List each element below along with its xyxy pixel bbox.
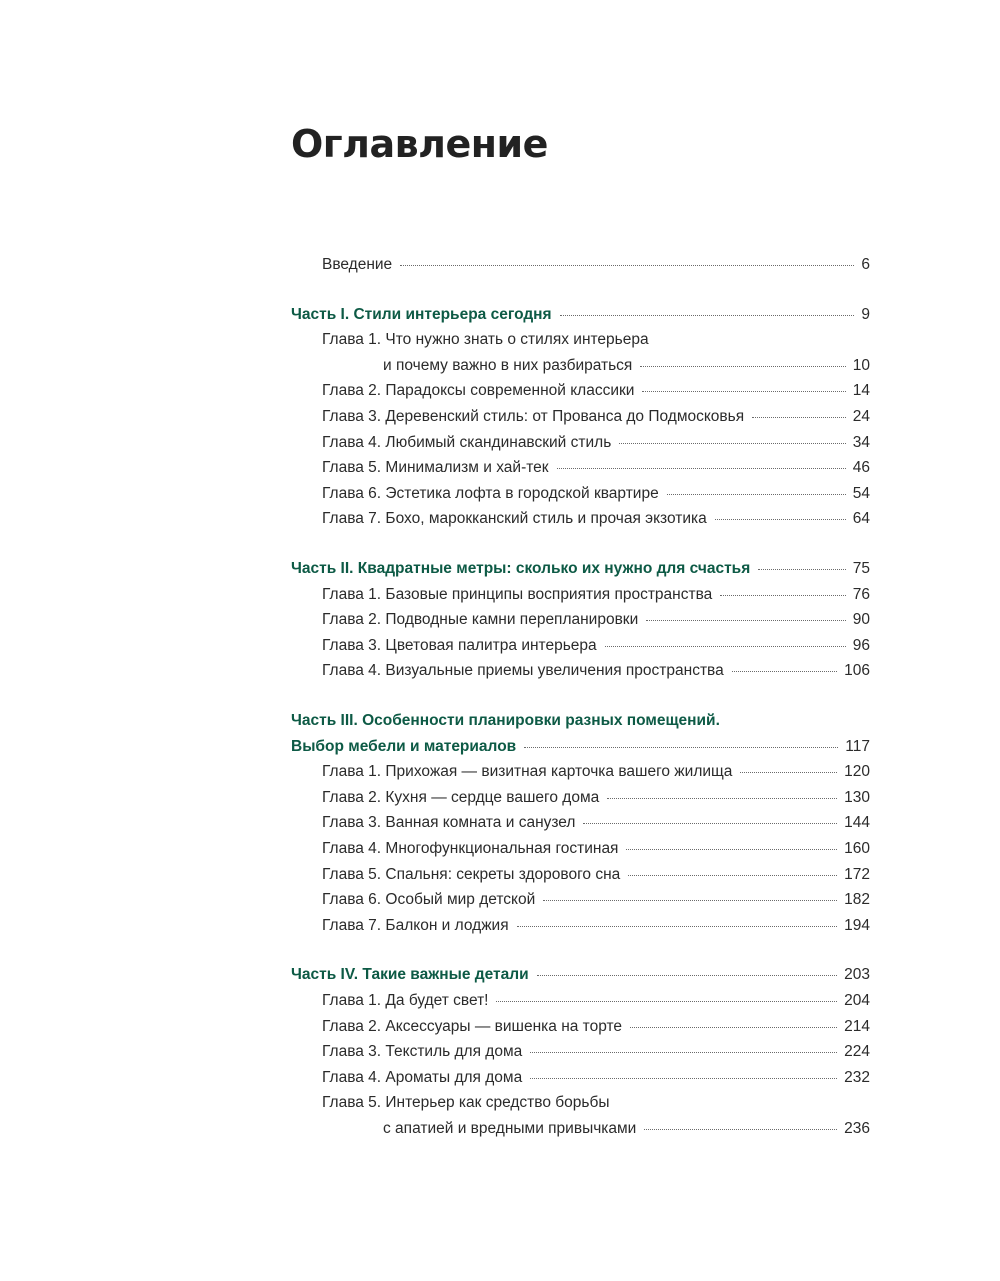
toc-entry-label: Глава 7. Бохо, марокканский стиль и прочая экзотика — [322, 510, 707, 528]
toc-chapter[interactable] — [322, 887, 870, 913]
toc-entry-label: Глава 6. Особый мир детской — [322, 891, 536, 909]
toc-chapter[interactable] — [322, 430, 870, 456]
page-number: 204 — [844, 992, 870, 1009]
page-number: 117 — [845, 737, 870, 755]
dot-leader — [496, 1001, 837, 1002]
dot-leader — [557, 468, 846, 469]
dot-leader — [720, 595, 845, 596]
toc-chapter[interactable] — [322, 1090, 922, 1116]
page-number: 75 — [852, 560, 870, 577]
dot-leader — [530, 1052, 837, 1053]
toc-entry-label: Глава 4. Ароматы для дома — [322, 1068, 523, 1086]
dot-leader — [607, 798, 837, 799]
toc-entry-label: Часть I. Стили интерьера сегодня — [291, 305, 552, 323]
toc-chapter[interactable] — [322, 378, 870, 404]
toc-entry-label: Глава 6. Эстетика лофта в городской квартире — [322, 484, 659, 502]
page-number: 160 — [844, 840, 870, 857]
page-title: Оглавление — [291, 122, 548, 166]
page-number: 24 — [852, 408, 870, 425]
toc-entry-label: и почему важно в них разбираться — [383, 356, 633, 374]
toc-part-heading[interactable] — [291, 734, 870, 760]
page-number: 34 — [852, 433, 870, 451]
toc-entry-label: Глава 3. Цветовая палитра интерьера — [322, 636, 597, 654]
toc-entry-label: Выбор мебели и материалов — [291, 737, 517, 755]
page-number: 10 — [852, 356, 870, 374]
toc-chapter[interactable] — [322, 810, 870, 836]
toc-chapter[interactable] — [322, 404, 870, 430]
toc-chapter[interactable] — [322, 862, 870, 888]
toc-chapter[interactable] — [322, 607, 870, 633]
dot-leader — [517, 926, 838, 927]
page-number: 182 — [844, 891, 870, 909]
toc-chapter[interactable] — [322, 506, 870, 532]
dot-leader — [758, 569, 846, 570]
toc-entry-label: Глава 5. Минимализм и хай-тек — [322, 459, 549, 477]
page-number: 224 — [844, 1043, 870, 1061]
page-number: 14 — [852, 382, 870, 400]
page-number: 64 — [852, 510, 870, 528]
page-number: 194 — [844, 916, 870, 934]
dot-leader — [537, 975, 838, 976]
page-number: 9 — [861, 305, 870, 323]
page-number: 203 — [844, 966, 870, 984]
toc-chapter[interactable] — [383, 353, 870, 379]
toc-chapter[interactable] — [322, 481, 870, 507]
page-number: 130 — [844, 788, 870, 806]
toc-chapter[interactable] — [322, 1065, 870, 1091]
toc-part-heading[interactable] — [291, 708, 891, 734]
toc-chapter[interactable] — [322, 785, 870, 811]
dot-leader — [400, 265, 854, 266]
page-number: 172 — [844, 865, 870, 883]
toc-part-heading[interactable] — [291, 556, 870, 582]
page-number: 76 — [852, 585, 870, 603]
toc-entry-label: Введение — [322, 256, 393, 273]
toc-entry-label: Глава 2. Парадоксы современной классики — [322, 382, 635, 400]
page-number: 90 — [852, 611, 870, 629]
toc-entry-label: Часть IV. Такие важные детали — [291, 966, 529, 984]
dot-leader — [583, 823, 837, 824]
toc-entry-label: Глава 4. Визуальные приемы увеличения пространства — [322, 662, 724, 680]
toc-entry-label: Глава 7. Балкон и лоджия — [322, 916, 509, 934]
dot-leader — [530, 1078, 837, 1079]
page-number: 236 — [844, 1120, 870, 1137]
toc-chapter[interactable] — [322, 988, 870, 1014]
dot-leader — [646, 620, 845, 621]
dot-leader — [667, 494, 846, 495]
dot-leader — [560, 315, 855, 316]
toc-entry-label: Глава 2. Аксессуары — вишенка на торте — [322, 1017, 623, 1035]
toc-part-heading[interactable] — [291, 962, 870, 988]
dot-leader — [715, 519, 846, 520]
page-number: 96 — [852, 636, 870, 654]
toc-entry-label: Глава 5. Интерьер как средство борьбы — [322, 1094, 610, 1112]
toc-chapter[interactable] — [383, 1116, 870, 1142]
toc-entry-label: Глава 1. Что нужно знать о стилях интерьера — [322, 331, 649, 349]
page-number: 6 — [861, 256, 870, 273]
toc-entry-label: Глава 4. Любимый скандинавский стиль — [322, 433, 612, 451]
toc-entry-label: Глава 3. Ванная комната и санузел — [322, 814, 576, 832]
toc-part-heading[interactable] — [291, 302, 870, 328]
toc-entry-label: Глава 2. Кухня — сердце вашего дома — [322, 788, 600, 806]
toc-entry-label: Глава 3. Деревенский стиль: от Прованса до Подмосковья — [322, 408, 745, 425]
page-number: 106 — [844, 662, 870, 680]
toc-chapter[interactable] — [322, 913, 870, 939]
page-number: 232 — [844, 1068, 870, 1086]
dot-leader — [740, 772, 837, 773]
dot-leader — [628, 875, 837, 876]
dot-leader — [644, 1129, 837, 1130]
dot-leader — [605, 646, 846, 647]
dot-leader — [752, 417, 846, 418]
toc-chapter[interactable] — [322, 836, 870, 862]
toc-entry-label: Глава 2. Подводные камни перепланировки — [322, 611, 639, 629]
toc-entry-label: Глава 5. Спальня: секреты здорового сна — [322, 865, 621, 883]
toc-entry-label: Глава 4. Многофункциональная гостиная — [322, 840, 619, 857]
toc-intro[interactable] — [322, 252, 870, 278]
toc-chapter[interactable] — [322, 1014, 870, 1040]
toc-chapter[interactable] — [322, 1039, 870, 1065]
toc-entry-label: Глава 1. Базовые принципы восприятия пространства — [322, 585, 713, 603]
toc-entry-label: Часть III. Особенности планировки разных помещений. — [291, 712, 720, 729]
toc-chapter[interactable] — [322, 633, 870, 659]
dot-leader — [732, 671, 837, 672]
toc-entry-label: Глава 1. Прихожая — визитная карточка вашего жилища — [322, 763, 733, 781]
toc-entry-label: с апатией и вредными привычками — [383, 1120, 637, 1137]
page-number: 144 — [844, 814, 870, 832]
toc-chapter[interactable] — [322, 455, 870, 481]
page-number: 54 — [852, 484, 870, 502]
toc-chapter[interactable] — [322, 582, 870, 608]
dot-leader — [626, 849, 837, 850]
toc-entry-label: Глава 1. Да будет свет! — [322, 992, 489, 1009]
dot-leader — [543, 900, 837, 901]
toc-chapter[interactable] — [322, 759, 870, 785]
toc-entry-label: Глава 3. Текстиль для дома — [322, 1043, 523, 1061]
toc-chapter[interactable] — [322, 327, 922, 353]
dot-leader — [619, 443, 845, 444]
page-number: 46 — [852, 459, 870, 477]
toc-chapter[interactable] — [322, 658, 870, 684]
dot-leader — [630, 1027, 837, 1028]
dot-leader — [642, 391, 845, 392]
dot-leader — [640, 366, 845, 367]
toc-entry-label: Часть II. Квадратные метры: сколько их нужно для счастья — [291, 560, 751, 577]
page-number: 214 — [844, 1017, 870, 1035]
page-number: 120 — [844, 763, 870, 781]
dot-leader — [524, 747, 838, 748]
